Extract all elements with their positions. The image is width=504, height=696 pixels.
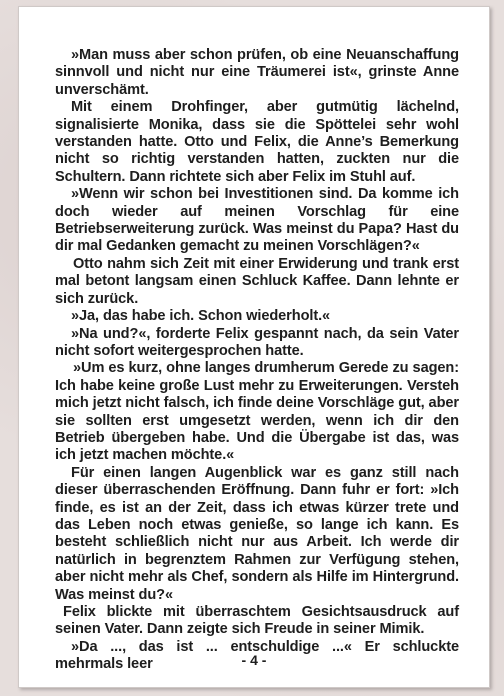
paragraph: »Man muss aber schon prüfen, ob eine Neuanschaffung sinnvoll und nicht nur eine Träumerei ist«, grinste Anne unverschämt. <box>55 47 459 98</box>
paragraph: Otto nahm sich Zeit mit einer Erwiderung und trank erst mal betont langsam einen Schluck Kaffee. Dann lehnte er sich zurück. <box>55 255 459 307</box>
paragraph: »Na und?«, forderte Felix gespannt nach, da sein Vater nicht sofort weitergesprochen hatte. <box>55 325 459 359</box>
page-body-text <box>55 47 459 674</box>
paragraph: »Da ..., das ist ... entschuldige ...« Er schluckte mehrmals leer <box>55 638 459 673</box>
book-page <box>18 6 490 688</box>
paragraph: »Ja, das habe ich. Schon wiederholt.« <box>71 308 331 325</box>
paragraph: »Um es kurz, ohne langes drumherum Gerede zu sagen: Ich habe keine große Lust mehr zu Erweiterungen. Versteh mich jetzt nicht falsch, ich finde deine Vorschläge gut, aber sie sollten erst umgesetzt werden, wenn ich dir den Betrieb übergeben habe. Und die Übergabe ist das, was ich jetzt machen möchte.« <box>55 360 459 464</box>
paragraph: »Wenn wir schon bei Investitionen sind. Da komme ich doch wieder auf meinen Vorschlag für eine Betriebserweiterung zurück. Was meinst du Papa? Hast du dir mal Gedanken gemacht zu meinen Vorschlägen?« <box>55 186 459 255</box>
paragraph: Mit einem Drohfinger, aber gutmütig lächelnd, signalisierte Monika, dass sie die Spöttelei sehr wohl verstanden hatte. Otto und Felix, die Anne’s Bemerkung nicht so richtig verstanden hatten, zuckten nur die Schultern. Dann richtete sich aber Felix im Stuhl auf. <box>55 99 459 185</box>
page-number: - 4 - <box>241 652 267 668</box>
paragraph: Felix blickte mit überraschtem Gesichtsausdruck auf seinen Vater. Dann zeigte sich Freude in seiner Mimik. <box>55 604 459 638</box>
paragraph: Für einen langen Augenblick war es ganz still nach dieser überraschenden Eröffnung. Dann fuhr er fort: »Ich finde, es ist an der Zeit, dass ich etwas kürzer trete und das Leben noch etwas genieße, so lange ich kann. Es besteht schließlich nicht nur aus Arbeit. Ich werde dir natürlich in begrenztem Rahmen zur Verfügung stehen, aber nicht mehr als Chef, sondern als Hilfe im Hintergrund. Was meinst du?« <box>55 464 459 603</box>
